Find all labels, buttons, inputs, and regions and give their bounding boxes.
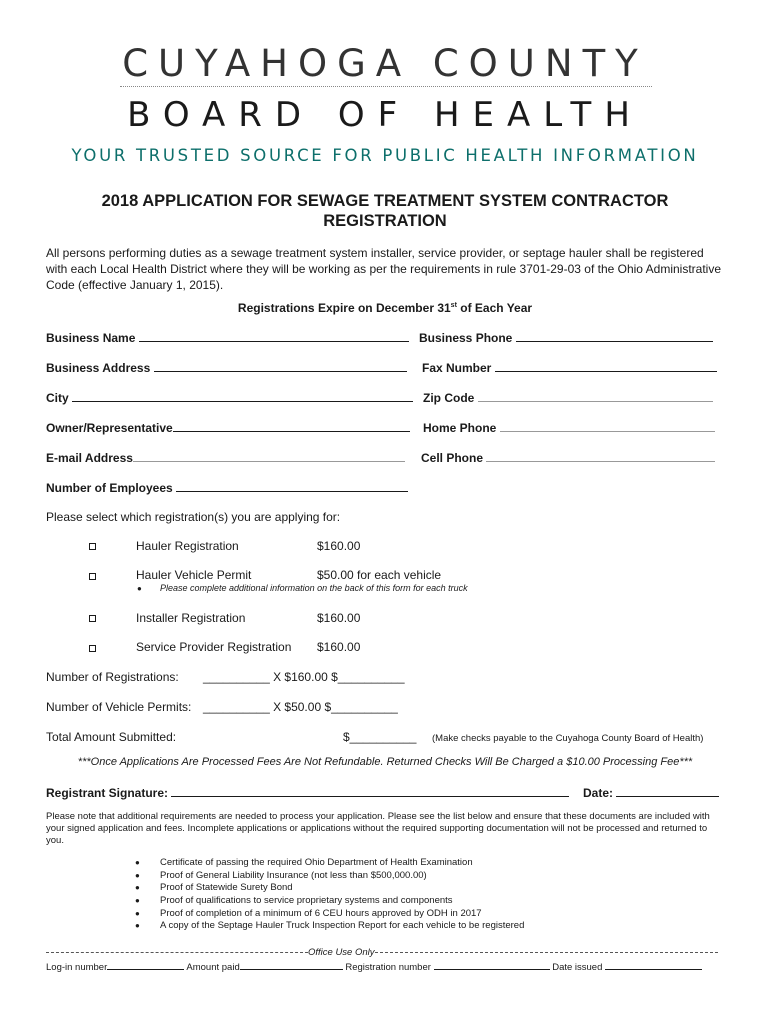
registration-number-line[interactable] bbox=[434, 960, 550, 970]
office-use-row bbox=[46, 960, 702, 973]
signature-label: Registrant Signature: bbox=[46, 786, 169, 800]
home-phone-input-line[interactable] bbox=[500, 420, 715, 432]
num-vehicle-permits-label: Number of Vehicle Permits: bbox=[46, 700, 192, 714]
fax-number-input-line[interactable] bbox=[495, 360, 717, 372]
employees-input-line[interactable] bbox=[176, 480, 408, 492]
expire-text-end: of Each Year bbox=[456, 301, 533, 315]
owner-label: Owner/Representative bbox=[46, 421, 173, 435]
requirement-item: Proof of Statewide Surety Bond bbox=[160, 882, 293, 893]
office-dash-right bbox=[375, 952, 718, 953]
cell-phone-input-line[interactable] bbox=[486, 450, 715, 462]
total-amount-calc[interactable]: $__________ bbox=[343, 730, 417, 744]
installer-registration-checkbox[interactable] bbox=[89, 615, 96, 622]
zip-code-input-line[interactable] bbox=[478, 390, 713, 402]
cell-phone-label: Cell Phone bbox=[421, 451, 484, 465]
num-vehicle-permits-calc[interactable]: __________ X $50.00 $__________ bbox=[203, 700, 398, 714]
fax-number-field[interactable] bbox=[422, 360, 717, 375]
login-number-label: Log-in number bbox=[46, 962, 108, 973]
business-name-input-line[interactable] bbox=[139, 330, 409, 342]
date-input-line[interactable] bbox=[616, 785, 719, 797]
home-phone-field[interactable] bbox=[423, 420, 715, 435]
business-name-label: Business Name bbox=[46, 331, 136, 345]
date-field[interactable] bbox=[583, 785, 719, 800]
date-issued-line[interactable] bbox=[605, 960, 702, 970]
fees-notice: ***Once Applications Are Processed Fees Are Not Refundable. Returned Checks Will Be Charged a $10.00 Processing Fee*** bbox=[77, 756, 693, 768]
bullet-icon: ● bbox=[137, 584, 142, 593]
hauler-registration-checkbox[interactable] bbox=[89, 543, 96, 550]
bullet-icon: ● bbox=[135, 896, 140, 905]
office-use-divider bbox=[46, 947, 726, 958]
office-use-label: Office Use Only bbox=[308, 947, 375, 958]
checks-note: (Make checks payable to the Cuyahoga County Board of Health) bbox=[432, 733, 704, 744]
registration-number-label: Registration number bbox=[345, 962, 431, 973]
owner-input-line[interactable] bbox=[173, 420, 410, 432]
title-line2: REGISTRATION bbox=[323, 212, 447, 230]
bullet-icon: ● bbox=[135, 858, 140, 867]
date-label: Date: bbox=[583, 786, 614, 800]
owner-field[interactable] bbox=[46, 420, 410, 435]
bullet-icon: ● bbox=[135, 921, 140, 930]
city-field[interactable] bbox=[46, 390, 413, 405]
num-registrations-label: Number of Registrations: bbox=[46, 670, 179, 684]
option-price: $160.00 bbox=[317, 640, 361, 654]
email-field[interactable] bbox=[46, 450, 405, 465]
zip-code-label: Zip Code bbox=[423, 391, 475, 405]
business-address-field[interactable] bbox=[46, 360, 407, 375]
signature-input-line[interactable] bbox=[171, 785, 569, 797]
requirements-note: Please note that additional requirements are needed to process your application. Please see the list below and ensure that these documents are included with your signed application and fees. Incomplete applications or applications without the required supporting documentation will not be processed and returned to you. bbox=[46, 811, 710, 846]
business-address-label: Business Address bbox=[46, 361, 151, 375]
bullet-icon: ● bbox=[135, 909, 140, 918]
header-divider bbox=[120, 86, 652, 87]
requirement-item: Certificate of passing the required Ohio Department of Health Examination bbox=[160, 857, 473, 868]
intro-paragraph: All persons performing duties as a sewage treatment system installer, service provider, or septage hauler shall be registered with each Local Health District where they will be working as per the requirements in rule 3701-29-03 of the Ohio Administrative Code (effective January 1, 2015). bbox=[46, 246, 721, 292]
email-label: E-mail Address bbox=[46, 451, 133, 465]
option-price: $50.00 for each vehicle bbox=[317, 568, 442, 582]
zip-code-field[interactable] bbox=[423, 390, 713, 405]
hauler-vehicle-permit-checkbox[interactable] bbox=[89, 573, 96, 580]
requirement-item: A copy of the Septage Hauler Truck Inspection Report for each vehicle to be registered bbox=[160, 920, 525, 931]
option-label: Hauler Registration bbox=[136, 539, 239, 553]
login-number-line[interactable] bbox=[107, 960, 184, 970]
requirement-item: Proof of General Liability Insurance (not less than $500,000.00) bbox=[160, 870, 427, 881]
document-title bbox=[60, 191, 710, 231]
date-issued-label: Date issued bbox=[552, 962, 603, 973]
city-label: City bbox=[46, 391, 69, 405]
option-label: Service Provider Registration bbox=[136, 640, 292, 654]
expire-text: Registrations Expire on December 31 bbox=[237, 301, 451, 315]
signature-field[interactable] bbox=[46, 785, 569, 800]
fax-number-label: Fax Number bbox=[422, 361, 492, 375]
expiration-notice bbox=[0, 301, 770, 315]
org-name-line2: BOARD OF HEALTH bbox=[127, 95, 643, 135]
service-provider-checkbox[interactable] bbox=[89, 645, 96, 652]
cell-phone-field[interactable] bbox=[421, 450, 715, 465]
org-name-line1: CUYAHOGA COUNTY bbox=[122, 42, 648, 85]
total-amount-label: Total Amount Submitted: bbox=[46, 730, 177, 744]
num-registrations-calc[interactable]: __________ X $160.00 $__________ bbox=[203, 670, 405, 684]
requirement-item: Proof of qualifications to service proprietary systems and components bbox=[160, 895, 453, 906]
city-input-line[interactable] bbox=[72, 390, 413, 402]
business-address-input-line[interactable] bbox=[154, 360, 407, 372]
home-phone-label: Home Phone bbox=[423, 421, 497, 435]
amount-paid-line[interactable] bbox=[240, 960, 343, 970]
select-prompt: Please select which registration(s) you are applying for: bbox=[46, 510, 341, 524]
requirement-item: Proof of completion of a minimum of 6 CEU hours approved by ODH in 2017 bbox=[160, 908, 482, 919]
business-phone-label: Business Phone bbox=[419, 331, 513, 345]
employees-label: Number of Employees bbox=[46, 481, 173, 495]
org-tagline: YOUR TRUSTED SOURCE FOR PUBLIC HEALTH INFORMATION bbox=[71, 146, 699, 165]
option-price: $160.00 bbox=[317, 611, 361, 625]
bullet-icon: ● bbox=[135, 883, 140, 892]
bullet-icon: ● bbox=[135, 871, 140, 880]
vehicle-note: Please complete additional information on the back of this form for each truck bbox=[160, 583, 468, 593]
employees-field[interactable] bbox=[46, 480, 408, 495]
title-line1: 2018 APPLICATION FOR SEWAGE TREATMENT SYSTEM CONTRACTOR bbox=[101, 192, 669, 210]
business-phone-field[interactable] bbox=[419, 330, 713, 345]
office-dash-left bbox=[46, 952, 308, 953]
option-label: Installer Registration bbox=[136, 611, 246, 625]
amount-paid-label: Amount paid bbox=[186, 962, 240, 973]
option-label: Hauler Vehicle Permit bbox=[136, 568, 252, 582]
expire-sup: st bbox=[450, 302, 457, 309]
email-input-line[interactable] bbox=[133, 450, 405, 462]
business-phone-input-line[interactable] bbox=[516, 330, 713, 342]
business-name-field[interactable] bbox=[46, 330, 409, 345]
option-price: $160.00 bbox=[317, 539, 361, 553]
